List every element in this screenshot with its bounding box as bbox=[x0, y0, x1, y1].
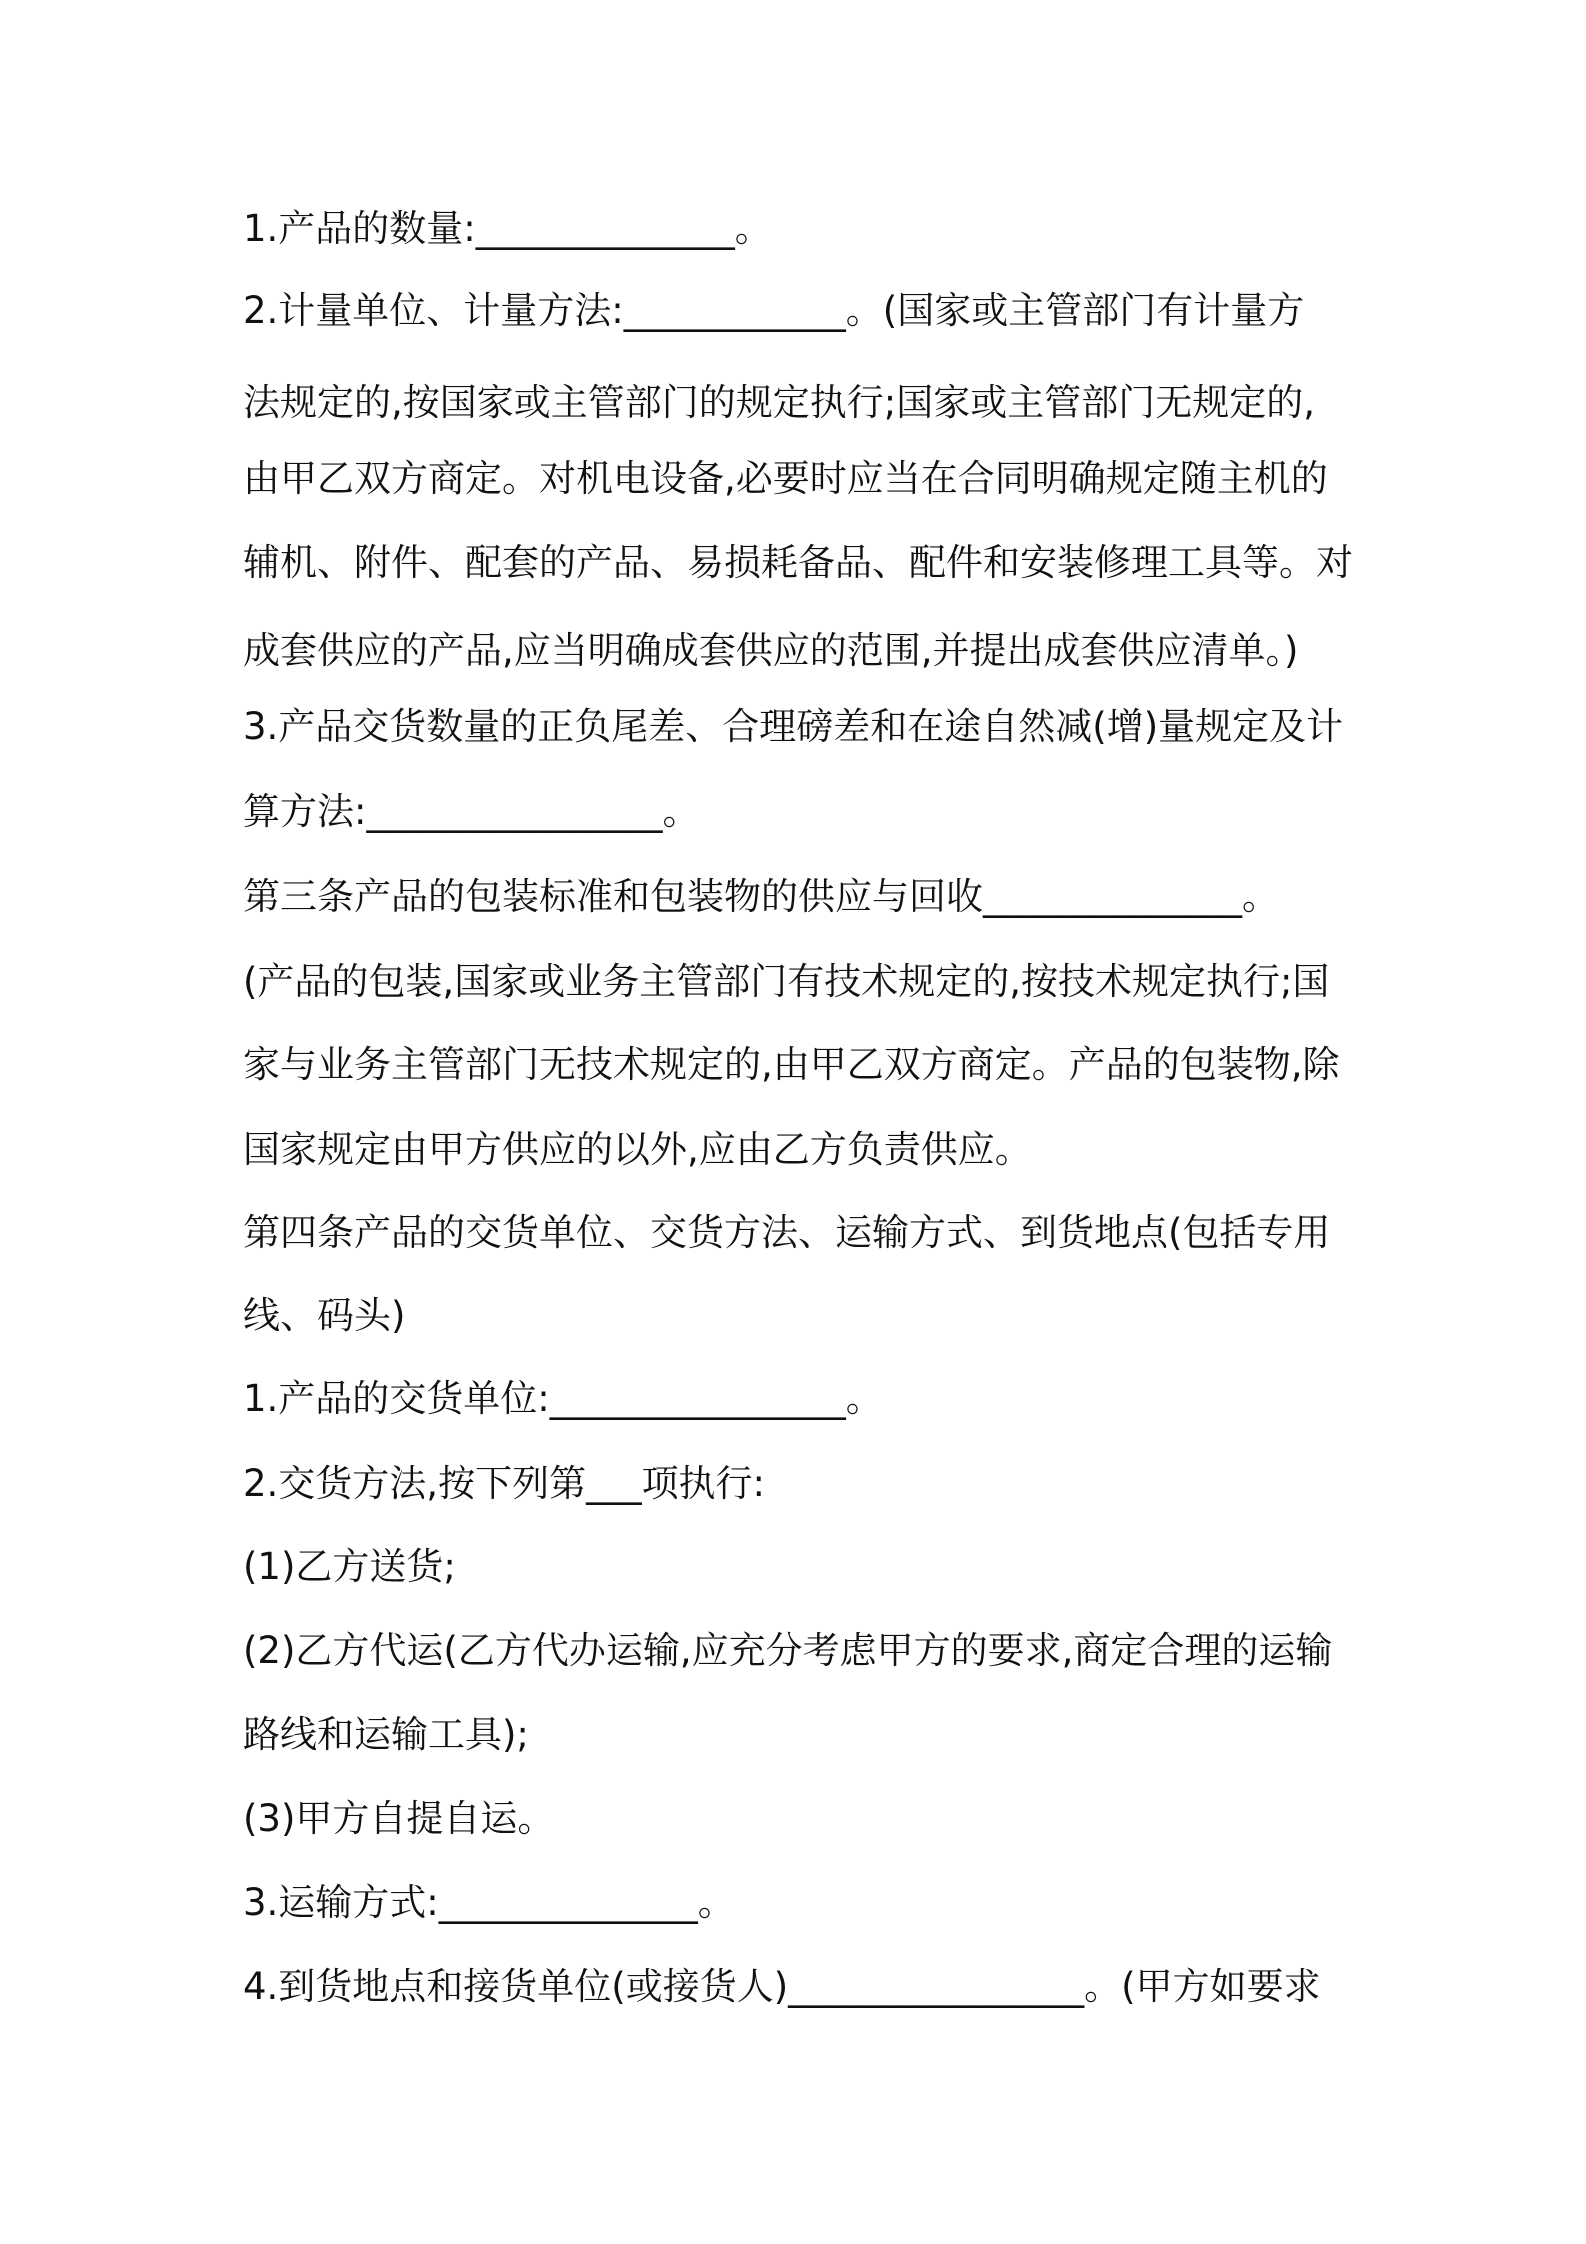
text-line-21: 3.运输方式:______________。 bbox=[243, 1881, 735, 1924]
text-line-10: (产品的包装,国家或业务主管部门有技术规定的,按技术规定执行;国 bbox=[243, 960, 1330, 1003]
text-line-2: 2.计量单位、计量方法:____________。(国家或主管部门有计量方 bbox=[243, 289, 1305, 332]
text-line-15: 1.产品的交货单位:________________。 bbox=[243, 1377, 883, 1420]
text-line-19: 路线和运输工具); bbox=[243, 1713, 529, 1756]
text-line-4: 由甲乙双方商定。对机电设备,必要时应当在合同明确规定随主机的 bbox=[243, 457, 1328, 500]
text-line-3: 法规定的,按国家或主管部门的规定执行;国家或主管部门无规定的, bbox=[243, 381, 1315, 424]
text-line-13: 第四条产品的交货单位、交货方法、运输方式、到货地点(包括专用 bbox=[243, 1211, 1331, 1254]
text-line-1: 1.产品的数量:______________。 bbox=[243, 207, 772, 250]
text-line-12: 国家规定由甲方供应的以外,应由乙方负责供应。 bbox=[243, 1128, 1032, 1171]
text-line-22: 4.到货地点和接货单位(或接货人)________________。(甲方如要求 bbox=[243, 1965, 1321, 2008]
text-line-9: 第三条产品的包装标准和包装物的供应与回收______________。 bbox=[243, 875, 1279, 918]
text-line-5: 辅机、附件、配套的产品、易损耗备品、配件和安装修理工具等。对 bbox=[243, 541, 1353, 584]
text-line-20: (3)甲方自提自运。 bbox=[243, 1797, 555, 1840]
text-line-11: 家与业务主管部门无技术规定的,由甲乙双方商定。产品的包装物,除 bbox=[243, 1043, 1340, 1086]
text-line-8: 算方法:________________。 bbox=[243, 790, 700, 833]
text-line-6: 成套供应的产品,应当明确成套供应的范围,并提出成套供应清单。) bbox=[243, 629, 1299, 672]
text-line-16: 2.交货方法,按下列第___项执行: bbox=[243, 1462, 766, 1505]
text-line-7: 3.产品交货数量的正负尾差、合理磅差和在途自然减(增)量规定及计 bbox=[243, 705, 1344, 748]
text-line-18: (2)乙方代运(乙方代办运输,应充分考虑甲方的要求,商定合理的运输 bbox=[243, 1629, 1333, 1672]
text-line-17: (1)乙方送货; bbox=[243, 1545, 456, 1588]
text-line-14: 线、码头) bbox=[243, 1294, 406, 1337]
